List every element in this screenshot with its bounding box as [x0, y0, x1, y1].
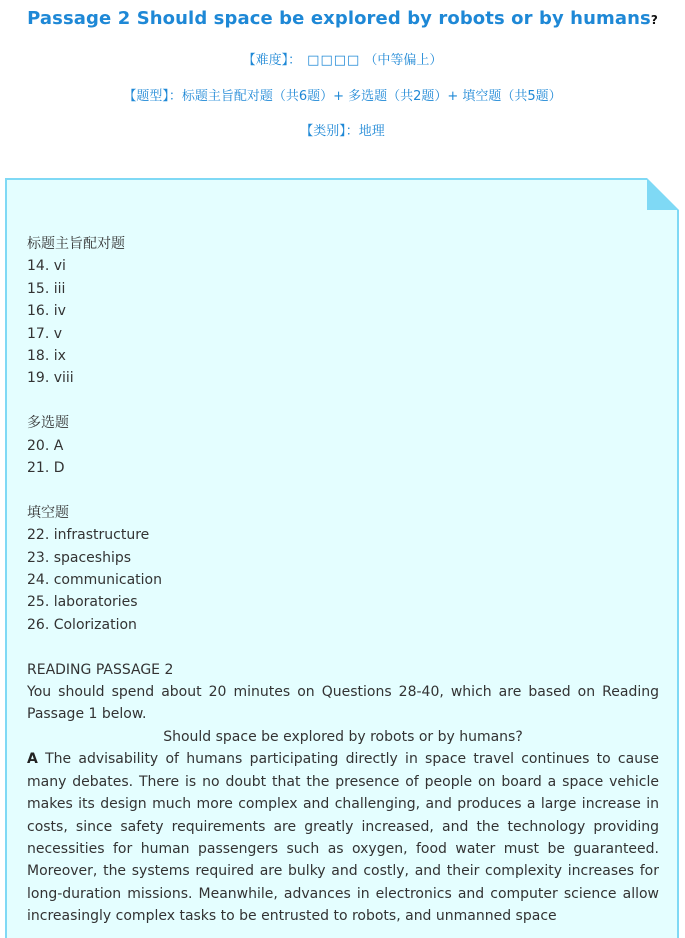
answer-item: 24. communication: [27, 572, 162, 589]
answer-item: 25. laboratories: [27, 594, 138, 611]
difficulty-stars: □□□□: [307, 53, 361, 68]
title-text: Passage 2 Should space be explored by robots or by humans: [27, 8, 651, 29]
paragraph-a-line: The advisability of humans participating directly in space travel continues to cause: [45, 751, 659, 768]
paragraph-a-line: in costs, since safety requirements are greatly increased, and the technology providing: [27, 796, 660, 835]
page-title: [0, 8, 685, 29]
section-heading-matching: 标题主旨配对题: [27, 236, 125, 252]
paragraph-letter: A: [27, 751, 38, 768]
difficulty-line: [0, 49, 685, 68]
question-mark: ?: [650, 13, 658, 27]
answer-item: 15. iii: [27, 280, 66, 297]
folded-corner: [647, 178, 679, 210]
paragraph-a-line: necessities for human passengers such as oxygen, food water must be guaranteed.: [27, 840, 659, 857]
paragraph-a-line: Moreover, the systems required are bulky and costly, and their complexity increases for: [27, 863, 659, 880]
answer-item: 16. iv: [27, 303, 66, 320]
difficulty-label: 【难度】：: [242, 53, 302, 68]
answer-box: [5, 178, 679, 938]
answer-item: 26. Colorization: [27, 616, 137, 633]
question-type-line: 【题型】：标题主旨配对题（共6题）+ 多选题（共2题）+ 填空题（共5题）: [123, 89, 562, 104]
paragraph-a: [27, 748, 659, 927]
answer-item: 17. v: [27, 325, 62, 342]
answer-item: 19. viii: [27, 370, 74, 387]
paragraph-a-line: long-duration missions. Meanwhile, advances in electronics and computer science: [27, 885, 617, 902]
category-line: 【类别】：地理: [300, 124, 385, 139]
box-content: [27, 233, 659, 928]
passage-label: READING PASSAGE 2: [27, 661, 174, 678]
paragraph-a-line: many debates. There is no doubt that the presence of people on board a space vehicle: [27, 773, 659, 790]
answer-item: 22. infrastructure: [27, 527, 150, 544]
section-heading-multiple-choice: 多选题: [27, 415, 69, 432]
answer-item: 23. spaceships: [27, 549, 132, 566]
answer-item: 21. D: [27, 460, 65, 477]
answer-item: 20. A: [27, 437, 64, 454]
paragraph-a-line: makes its design much more complex and challenging, and produces a large increase: [27, 796, 641, 813]
paragraph-a-line: allow increasingly complex tasks to be entrusted to robots, and unmanned space: [27, 885, 659, 925]
answer-item: 18. ix: [27, 348, 66, 365]
passage-title: Should space be explored by robots or by humans?: [163, 728, 523, 745]
difficulty-value: （中等偏上）: [364, 53, 443, 68]
section-heading-fill-blank: 填空题: [27, 504, 69, 521]
page-header: [0, 0, 685, 178]
answer-item: 14. vi: [27, 258, 66, 275]
passage-instruction: You should spend about 20 minutes on Questions 28-40, which are based on Reading Passage 1 below.: [27, 684, 659, 723]
